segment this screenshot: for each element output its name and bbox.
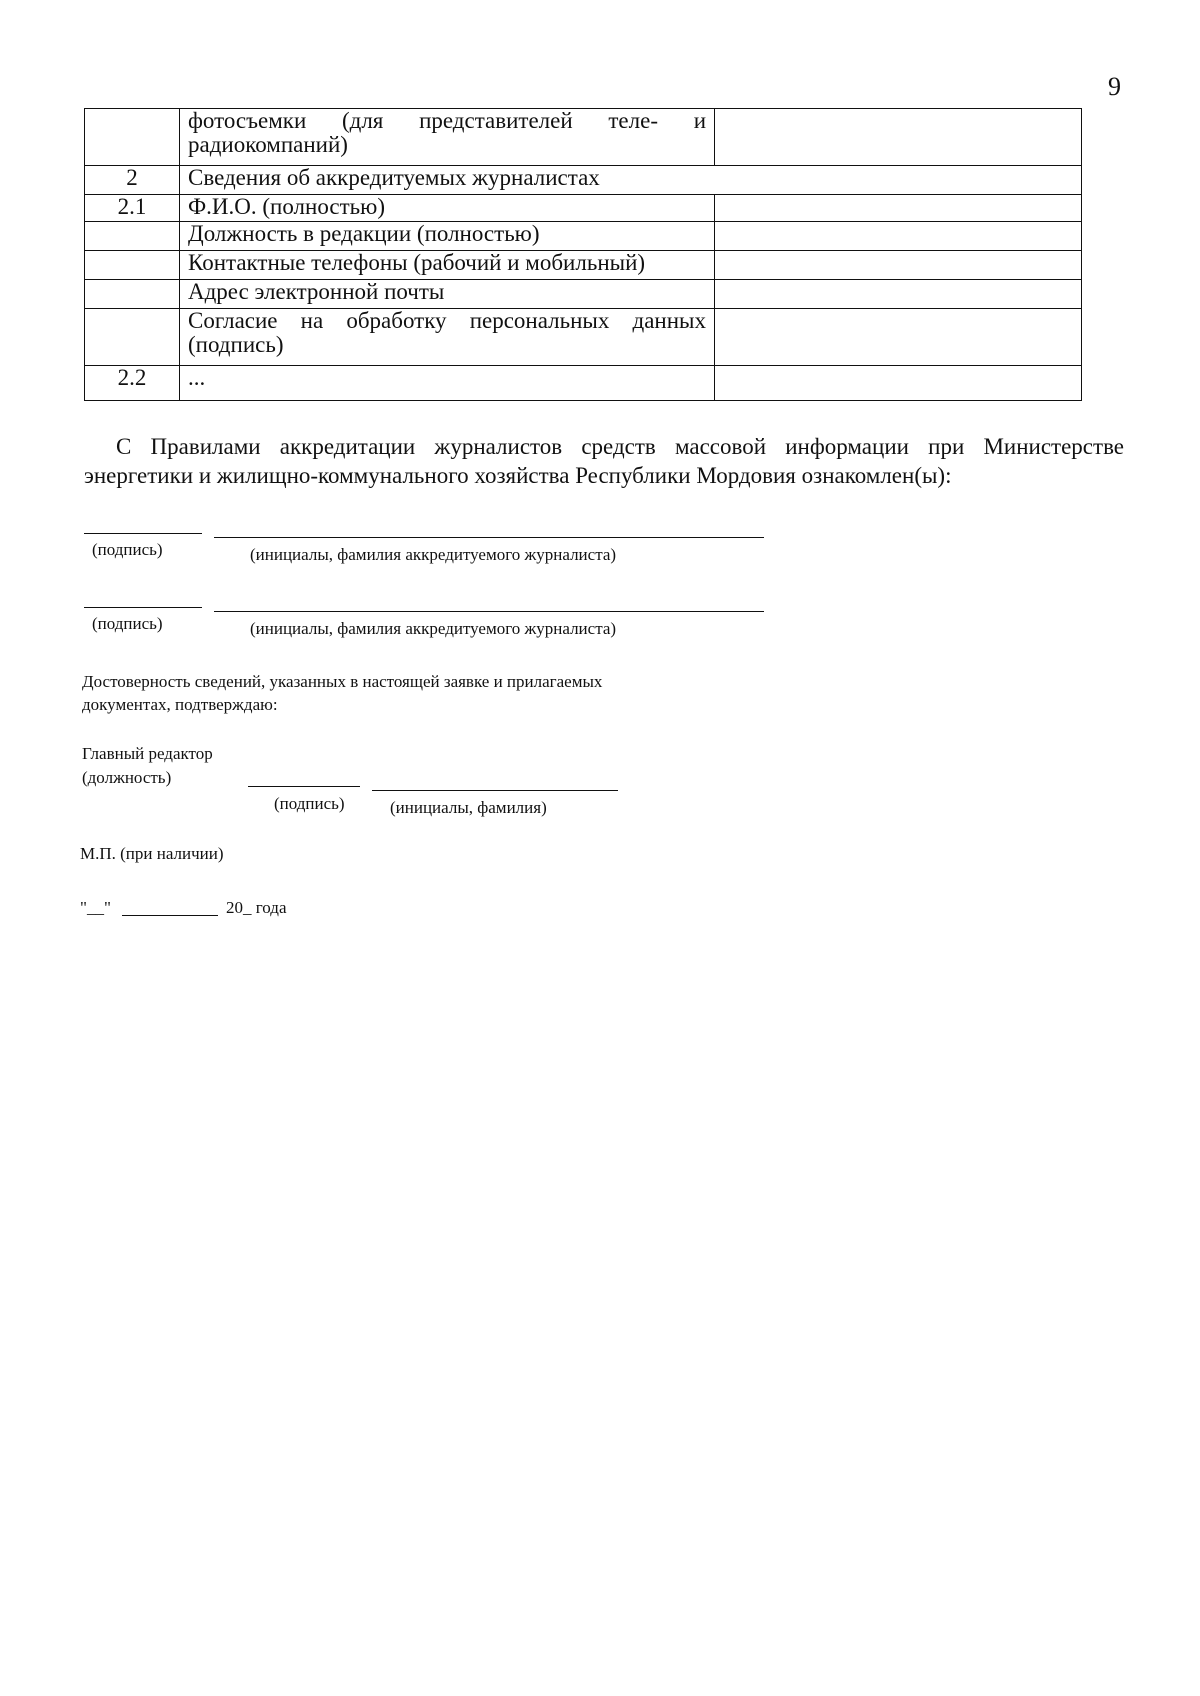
table-section-row: [85, 166, 1082, 195]
value-cell[interactable]: [715, 109, 1082, 166]
name-line[interactable]: [214, 537, 764, 538]
table-row: [85, 280, 1082, 309]
row-number: 2.1: [85, 195, 180, 222]
row-label-line: Согласие на обработку персональных данных: [188, 308, 706, 333]
row-number: [85, 251, 180, 280]
editor-name-line[interactable]: [372, 790, 618, 791]
table-row: [85, 309, 1082, 366]
row-label-line: радиокомпаний): [188, 132, 348, 158]
row-number: [85, 280, 180, 309]
confirmation-line: Достоверность сведений, указанных в настоящей заявке и прилагаемых: [82, 672, 603, 691]
row-label: [180, 109, 715, 166]
editor-position: Главный редактор: [82, 744, 213, 763]
row-label-line: фотосъемки (для представителей теле- и: [188, 108, 706, 133]
table-row: [85, 109, 1082, 166]
table-row: [85, 195, 1082, 222]
section-label: Сведения об аккредитуемых журналистах: [180, 166, 1082, 195]
value-cell[interactable]: [715, 222, 1082, 251]
table-row: [85, 222, 1082, 251]
name-line[interactable]: [214, 611, 764, 612]
confirmation-text: [82, 670, 602, 716]
row-label: Адрес электронной почты: [180, 280, 715, 309]
editor-position-caption: (должность): [82, 768, 172, 787]
date-day: "__": [80, 898, 111, 917]
signature-line[interactable]: [84, 607, 202, 608]
row-number: [85, 222, 180, 251]
row-number: 2: [85, 166, 180, 195]
value-cell[interactable]: [715, 251, 1082, 280]
row-label: Должность в редакции (полностью): [180, 222, 715, 251]
date-year: 20_ года: [226, 898, 287, 917]
row-label: [180, 309, 715, 366]
value-cell[interactable]: [715, 309, 1082, 366]
name-caption: (инициалы, фамилия аккредитуемого журналиста): [250, 545, 617, 564]
row-label: Контактные телефоны (рабочий и мобильный): [180, 251, 715, 280]
accreditation-table: [84, 108, 1082, 401]
value-cell[interactable]: [715, 195, 1082, 222]
name-caption: (инициалы, фамилия аккредитуемого журналиста): [250, 619, 617, 638]
signature-caption: (подпись): [92, 614, 163, 633]
confirmation-line: документах, подтверждаю:: [82, 695, 278, 714]
value-cell[interactable]: [715, 366, 1082, 401]
rules-acknowledgement-text: С Правилами аккредитации журналистов средств массовой информации при Министерстве энергетики и жилищно-коммунального хозяйства Республики Мордовия ознакомлен(ы):: [84, 434, 1124, 488]
editor-signature-line[interactable]: [248, 786, 360, 787]
row-number: [85, 109, 180, 166]
signature-caption: (подпись): [92, 540, 163, 559]
editor-signature-caption: (подпись): [274, 794, 345, 813]
signature-line[interactable]: [84, 533, 202, 534]
row-label-line: (подпись): [188, 332, 284, 358]
value-cell[interactable]: [715, 280, 1082, 309]
row-number: [85, 309, 180, 366]
row-label: ...: [180, 366, 715, 401]
editor-name-caption: (инициалы, фамилия): [390, 798, 547, 817]
stamp-note: М.П. (при наличии): [80, 844, 224, 863]
table-row: [85, 366, 1082, 401]
date-month-line[interactable]: [122, 915, 218, 916]
page-number: 9: [1108, 72, 1121, 101]
row-number: 2.2: [85, 366, 180, 401]
row-label: Ф.И.О. (полностью): [180, 195, 715, 222]
table-row: [85, 251, 1082, 280]
